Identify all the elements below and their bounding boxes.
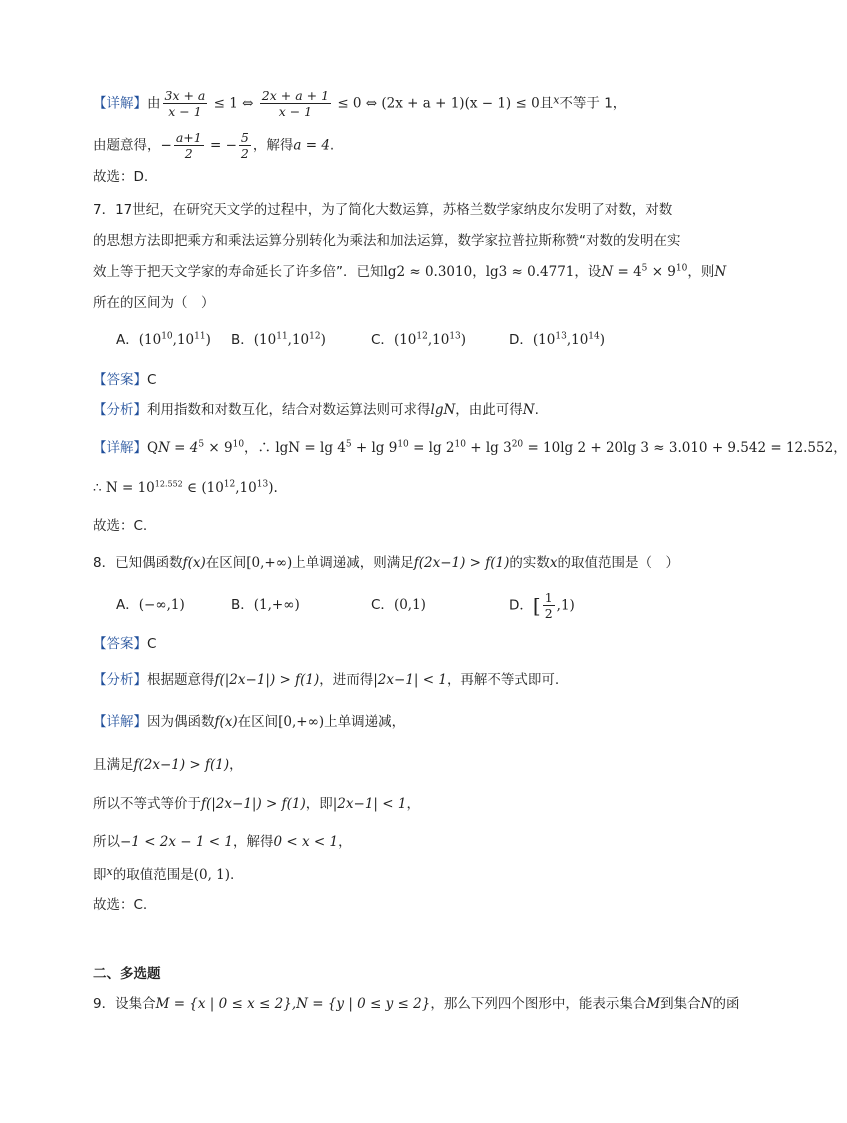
q7-detail-line1: 【详解】QN = $4^5 \times 9^{10}$，∴ $\lg N = \lg 4^5 + \lg 9^{10} = \lg 2^{10} + \lg 3^{20} = 10\lg$ 2 + 20lg 3 ≈ 3.010 + 9.542 = 12.552， bbox=[93, 439, 847, 456]
q8-detail-line3: 所以不等式等价于f(|2x−1|) > f(1)，即|2x−1| < 1， bbox=[93, 796, 420, 812]
q7-answer: 【答案】C bbox=[93, 372, 157, 388]
q8-detail-line1: 【详解】因为偶函数f(x)在区间[0,+∞)上单调递减， bbox=[93, 714, 406, 730]
q7-option-c: C．$(10^{12},10^{13})$ bbox=[371, 331, 467, 348]
detail-tag: 【详解】 bbox=[93, 95, 147, 112]
q7-stem-line1: 7．17世纪，在研究天文学的过程中，为了简化大数运算，苏格兰数学家纳皮尔发明了对数，对数 bbox=[93, 202, 673, 218]
q7-option-a: A．$(10^{10},10^{11})$ bbox=[116, 331, 211, 348]
q8-detail-line5: 即$^x$的取值范围是(0, 1). bbox=[93, 865, 235, 883]
section-header-multiple-choice: 二、多选题 bbox=[93, 966, 161, 982]
q8-analysis: 【分析】根据题意得f(|2x−1|) > f(1)，进而得|2x−1| < 1，再解不等式即可. bbox=[93, 672, 560, 688]
q7-detail-line2: ∴ $N = 10^{12.552}$ ∈ $(10^{12},10^{13})$. bbox=[93, 479, 278, 496]
q6-detail-line1: 【详解】由 $\frac{3x + a}{x - 1}$ ≤ 1 ⇔ $\frac{2x + a + 1}{x - 1}$ ≤ 0 ⇔ (2x + a + 1)(x − 1) ≤ 0且$^x$不等于 1， bbox=[93, 88, 627, 119]
q8-option-d: D．[ $\frac{1}{2}$ ,1) bbox=[509, 590, 575, 621]
q7-stem-line3: 效上等于把天文学家的寿命延长了许多倍”．已知lg2 ≈ 0.3010，lg3 ≈ 0.4771，设$N = 4^5 \times 9^{10}$，则N bbox=[93, 263, 727, 280]
q9-stem: 9．设集合M = {x | 0 ≤ x ≤ 2},N = {y | 0 ≤ y ≤ 2}，那么下列四个图形中，能表示集合M到集合N的函 bbox=[93, 996, 740, 1012]
q7-option-b: B．$(10^{11},10^{12})$ bbox=[231, 331, 326, 348]
fraction: $\frac{1}{2}$ bbox=[544, 590, 553, 621]
q6-selection: 故选：D. bbox=[93, 169, 149, 185]
q8-option-b: B．(1,+∞) bbox=[231, 597, 300, 613]
q8-stem: 8．已知偶函数f(x)在区间[0,+∞)上单调递减，则满足f(2x−1) > f(1)的实数x的取值范围是（ ） bbox=[93, 555, 680, 571]
fraction: $\frac{5}{2}$ bbox=[240, 130, 249, 161]
q8-option-c: C．(0,1) bbox=[371, 597, 426, 613]
q7-selection: 故选：C. bbox=[93, 518, 148, 534]
q7-stem-line2: 的思想方法即把乘方和乘法运算分别转化为乘法和加法运算，数学家拉普拉斯称赞“对数的发明在实 bbox=[93, 233, 681, 249]
q8-answer: 【答案】C bbox=[93, 636, 157, 652]
q8-detail-line4: 所以−1 < 2x − 1 < 1，解得0 < x < 1， bbox=[93, 834, 352, 850]
q7-option-d: D．$(10^{13},10^{14})$ bbox=[509, 331, 606, 348]
fraction: $\frac{3x + a}{x - 1}$ bbox=[164, 88, 206, 119]
fraction: $\frac{a+1}{2}$ bbox=[175, 130, 202, 161]
fraction: $\frac{2x + a + 1}{x - 1}$ bbox=[261, 88, 330, 119]
q6-detail-line2: 由题意得，− $\frac{a+1}{2}$ = − $\frac{5}{2}$ ，解得a = 4. bbox=[93, 130, 335, 161]
q7-stem-line4: 所在的区间为（ ） bbox=[93, 295, 215, 311]
q8-selection: 故选：C. bbox=[93, 897, 148, 913]
q7-analysis: 【分析】利用指数和对数互化，结合对数运算法则可求得lgN，由此可得N. bbox=[93, 402, 539, 418]
q8-detail-line2: 且满足f(2x−1) > f(1)， bbox=[93, 757, 243, 773]
q8-option-a: A．(−∞,1) bbox=[116, 597, 185, 613]
